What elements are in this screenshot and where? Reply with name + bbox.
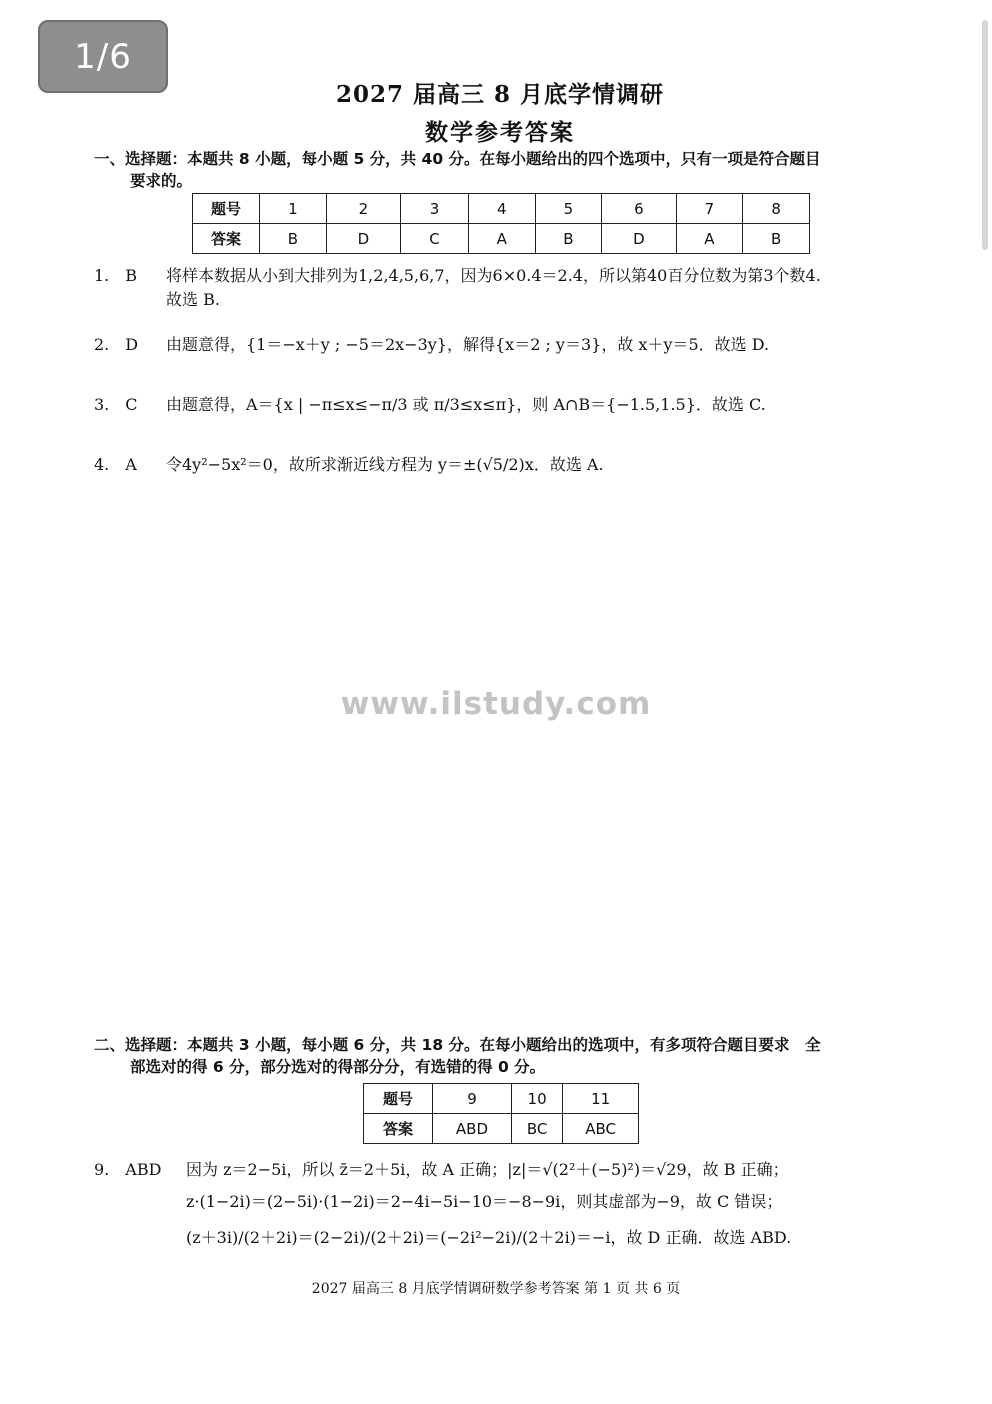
table-cell: A <box>468 224 535 254</box>
table-cell: 6 <box>602 194 676 224</box>
table-cell: 9 <box>433 1084 512 1114</box>
table-cell: B <box>260 224 327 254</box>
table-cell: 5 <box>535 194 602 224</box>
solution-line: z·(1−2i)＝(2−5i)·(1−2i)＝2−4i−5i−10＝−8−9i，则其虚部为−9，故 C 错误； <box>186 1192 783 1211</box>
solution-text: 将样本数据从小到大排列为1,2,4,5,6,7，因为6×0.4＝2.4，所以第40百分位数为第3个数4. 故选 B. <box>166 266 821 309</box>
section1-heading-line2: 要求的。 <box>130 172 193 190</box>
table-cell: C <box>401 224 469 254</box>
document-title: 2027 届高三 8 月底学情调研 <box>335 81 665 108</box>
answer-table-2 <box>363 1083 639 1144</box>
table-cell: 3 <box>401 194 469 224</box>
section1-heading <box>94 148 916 192</box>
solution-line: 因为 z＝2−5i，所以 z̄＝2＋5i，故 A 正确；|z|＝√(2²＋(−5)²)＝√29，故 B 正确； <box>186 1160 789 1179</box>
table-cell: 7 <box>676 194 743 224</box>
solution-number: 2. D <box>94 335 139 354</box>
table-header-cell: 题号 <box>364 1084 433 1114</box>
table-cell: 1 <box>260 194 327 224</box>
solution-text <box>186 1158 926 1250</box>
solution-line: (z＋3i)/(2＋2i)＝(2−2i)/(2＋2i)＝(−2i²−2i)/(2＋2i)＝−i，故 D 正确．故选 ABD. <box>186 1228 792 1247</box>
section2-heading-line1: 二、选择题：本题共 3 小题，每小题 6 分，共 18 分。在每小题给出的选项中，有多项符合题目要求 全 <box>94 1036 821 1054</box>
table-row <box>193 194 810 224</box>
solution-number: 9. ABD <box>94 1160 162 1179</box>
solution-2 <box>94 333 914 359</box>
table-header-cell: 答案 <box>193 224 260 254</box>
section2-heading-line2: 部选对的得 6 分，部分选对的得部分分，有选错的得 0 分。 <box>130 1058 546 1076</box>
solution-text: 令4y²−5x²＝0，故所求渐近线方程为 y＝±(√5/2)x．故选 A. <box>166 455 604 474</box>
table-cell: A <box>676 224 743 254</box>
table-cell: B <box>743 224 810 254</box>
table-cell: 10 <box>511 1084 562 1114</box>
table-cell: ABD <box>433 1114 512 1144</box>
table-row <box>364 1114 639 1144</box>
table-cell: 2 <box>326 194 400 224</box>
solution-number: 1. B <box>94 266 138 285</box>
solution-number: 3. C <box>94 395 138 414</box>
table-cell: B <box>535 224 602 254</box>
section2-heading <box>94 1034 916 1078</box>
table-cell: 11 <box>563 1084 639 1114</box>
table-header-cell: 题号 <box>193 194 260 224</box>
answer-table-1 <box>192 193 810 254</box>
solution-9 <box>94 1158 914 1268</box>
solution-1 <box>94 264 914 314</box>
table-row <box>193 224 810 254</box>
document-subtitle: 数学参考答案 <box>425 119 575 146</box>
solution-4 <box>94 453 914 479</box>
table-header-cell: 答案 <box>364 1114 433 1144</box>
table-row <box>364 1084 639 1114</box>
page-counter-badge: 1/6 <box>38 20 168 93</box>
table-cell: 4 <box>468 194 535 224</box>
table-cell: ABC <box>563 1114 639 1144</box>
solution-text: 由题意得，{1＝−x＋y ; −5＝2x−3y}，解得{x＝2 ; y＝3}，故 x＋y＝5．故选 D. <box>166 335 770 354</box>
table-cell: D <box>602 224 676 254</box>
table-cell: BC <box>511 1114 562 1144</box>
table-cell: D <box>326 224 400 254</box>
table-cell: 8 <box>743 194 810 224</box>
page-footer: 2027 届高三 8 月底学情调研数学参考答案 第 1 页 共 6 页 <box>311 1281 681 1297</box>
watermark: www.ilstudy.com <box>340 686 652 722</box>
section1-heading-line1: 一、选择题：本题共 8 小题，每小题 5 分，共 40 分。在每小题给出的四个选项中，只有一项是符合题目 <box>94 150 821 168</box>
solution-text: 由题意得，A＝{x | −π≤x≤−π/3 或 π/3≤x≤π}，则 A∩B＝{−1.5,1.5}．故选 C. <box>166 395 766 414</box>
solution-3 <box>94 393 914 419</box>
solution-number: 4. A <box>94 455 137 474</box>
